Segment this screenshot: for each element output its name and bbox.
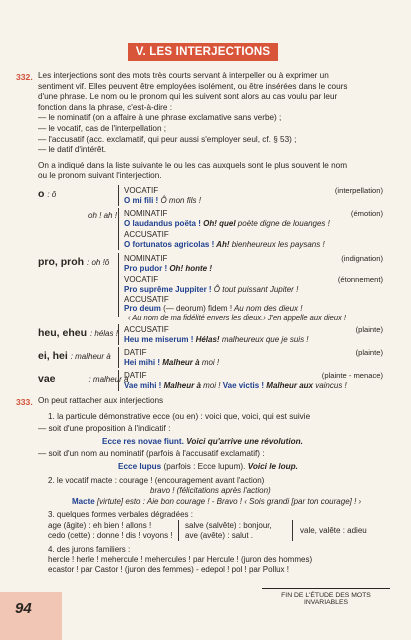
text-line: Les interjections sont des mots très courts servant à interpeller ou à exprimer un: [38, 71, 329, 80]
case-label: VOCATIF: [124, 186, 159, 195]
item-1: 1. la particule démonstrative ecce (ou en) : voici que, voici, qui est suivie: [48, 412, 311, 421]
text-line: fonction dans la phrase, c'est-à-dire :: [38, 102, 172, 112]
swear-word: hercle ! herle ! mehercule ! mehercules ! par Hercule ! (juron des hommes): [48, 555, 313, 564]
example: Heu me miserum ! Hélas! malheureux que je suis !: [124, 335, 309, 344]
case-label: DATIF: [124, 371, 147, 380]
text-line: sentiment vif. Elles peuvent être employées isolément, ou être insérées dans le cours: [38, 81, 348, 91]
usage-note: (interpellation): [334, 186, 383, 195]
divider: [118, 185, 119, 206]
divider: [118, 208, 119, 250]
entry-lead-oh: oh ! ah !: [88, 211, 117, 220]
page-number: 94: [15, 600, 32, 617]
item-2-gloss: bravo ! (félicitations après l'action): [150, 486, 271, 495]
section-number-332: 332.: [16, 72, 33, 82]
example: Vae mihi ! Malheur à moi ! Vae victis ! Malheur aux vaincus !: [124, 381, 347, 390]
item-4: 4. des jurons familiers :: [48, 545, 131, 554]
example: Ecce lupus (parfois : Ecce lupum). Voici le loup.: [118, 462, 298, 471]
verb-form: salve (salvête) : bonjour,: [185, 521, 272, 530]
usage-note: (émotion): [350, 209, 383, 218]
case-label: ACCUSATIF: [124, 325, 169, 334]
usage-note: (indignation): [341, 254, 383, 263]
entry-lead-o: o : ô: [38, 188, 57, 200]
case-label: NOMINATIF: [124, 254, 168, 263]
usage-note: (plainte - menace): [321, 371, 383, 380]
case-label: VOCATIF: [124, 275, 159, 284]
verb-form: ave (avête) : salut .: [185, 531, 254, 540]
text-line: On a indiqué dans la liste suivante le ou les cas auxquels sont le plus souvent le nom: [38, 160, 348, 170]
verb-form: age (âgite) : eh bien ! allons !: [48, 521, 152, 530]
entry-lead-heu: heu, eheu : hélas !: [38, 327, 118, 339]
divider: [292, 520, 293, 541]
bullet-datif: — le datif d'intérêt.: [38, 145, 107, 155]
example: Pro suprême Juppiter ! Ô tout puissant Jupiter !: [124, 285, 299, 294]
case-label: NOMINATIF: [124, 209, 168, 218]
text-line: d'une phrase. Le nom ou le pronom qui les suivent sont alors au cas voulu par leur: [38, 92, 338, 102]
section-end-note: FIN DE L'ÉTUDE DES MOTS INVARIABLES: [262, 588, 390, 606]
section-333-intro: On peut rattacher aux interjections: [38, 396, 164, 405]
divider: [118, 324, 119, 345]
item-3: 3. quelques formes verbales dégradées :: [48, 510, 193, 519]
case-label: DATIF: [124, 348, 147, 357]
case-label: ACCUSATIF: [124, 230, 169, 239]
entry-lead-ei: ei, hei : malheur à: [38, 350, 111, 362]
usage-note: (plainte): [355, 325, 383, 334]
chapter-title: V. LES INTERJECTIONS: [135, 46, 271, 58]
entry-lead-vae: vae : malheur à: [38, 373, 129, 385]
divider: [178, 520, 179, 541]
chapter-banner: [128, 43, 278, 61]
verb-form: cedo (cette) : donne ! dis ! voyons !: [48, 531, 173, 540]
example: Pro deum (— deorum) fidem ! Au nom des dieux !: [124, 304, 303, 313]
example: Hei mihi ! Malheur à moi !: [124, 358, 220, 367]
usage-note: (étonnement): [337, 275, 383, 284]
divider: [118, 370, 119, 391]
example: Ecce res novae fiunt. Voici qu'arrive une révolution.: [102, 437, 303, 446]
case-label: ACCUSATIF: [124, 295, 169, 304]
bullet-nominatif: — le nominatif (on a affaire à une phrase exclamative sans verbe) ;: [38, 113, 282, 123]
item-1a: — soit d'une proposition à l'indicatif :: [38, 424, 171, 433]
example: O mi fili ! Ô mon fils !: [124, 196, 201, 205]
divider: [118, 253, 119, 317]
bullet-accusatif: — l'accusatif (acc. exclamatif, qui peur aussi s'employer seul, cf. § 53) ;: [38, 134, 297, 144]
example: O fortunatos agricolas ! Ah! bienheureux les paysans !: [124, 240, 325, 249]
example: Macte [virtute] esto : Aie bon courage ! - Bravo ! ‹ Sois grandi [par ton courage] ! ›: [72, 497, 362, 506]
bullet-vocatif: — le vocatif, cas de l'interpellation ;: [38, 123, 167, 133]
section-number-333: 333.: [16, 397, 33, 407]
divider: [118, 347, 119, 368]
item-2: 2. le vocatif macte : courage ! (encouragement avant l'action): [48, 476, 265, 485]
entry-lead-pro: pro, proh : oh !ô: [38, 256, 110, 268]
text-line: ou le pronom suivant l'interjection.: [38, 171, 162, 181]
item-1b: — soit d'un nom au nominatif (parfois à l'accusatif exclamatif) :: [38, 449, 265, 458]
swear-word: ecastor ! par Castor ! (juron des femmes) - edepol ! pol ! par Pollux !: [48, 565, 289, 574]
example: Pro pudor ! Oh! honte !: [124, 264, 212, 273]
verb-form: vale, valête : adieu: [300, 526, 367, 535]
example: O laudandus poëta ! Oh! quel poète digne de louanges !: [124, 219, 330, 228]
example-gloss: ‹ Au nom de ma fidélité envers les dieux.› J'en appelle aux dieux !: [128, 313, 346, 322]
section-332-intro: [38, 71, 398, 182]
usage-note: (plainte): [355, 348, 383, 357]
